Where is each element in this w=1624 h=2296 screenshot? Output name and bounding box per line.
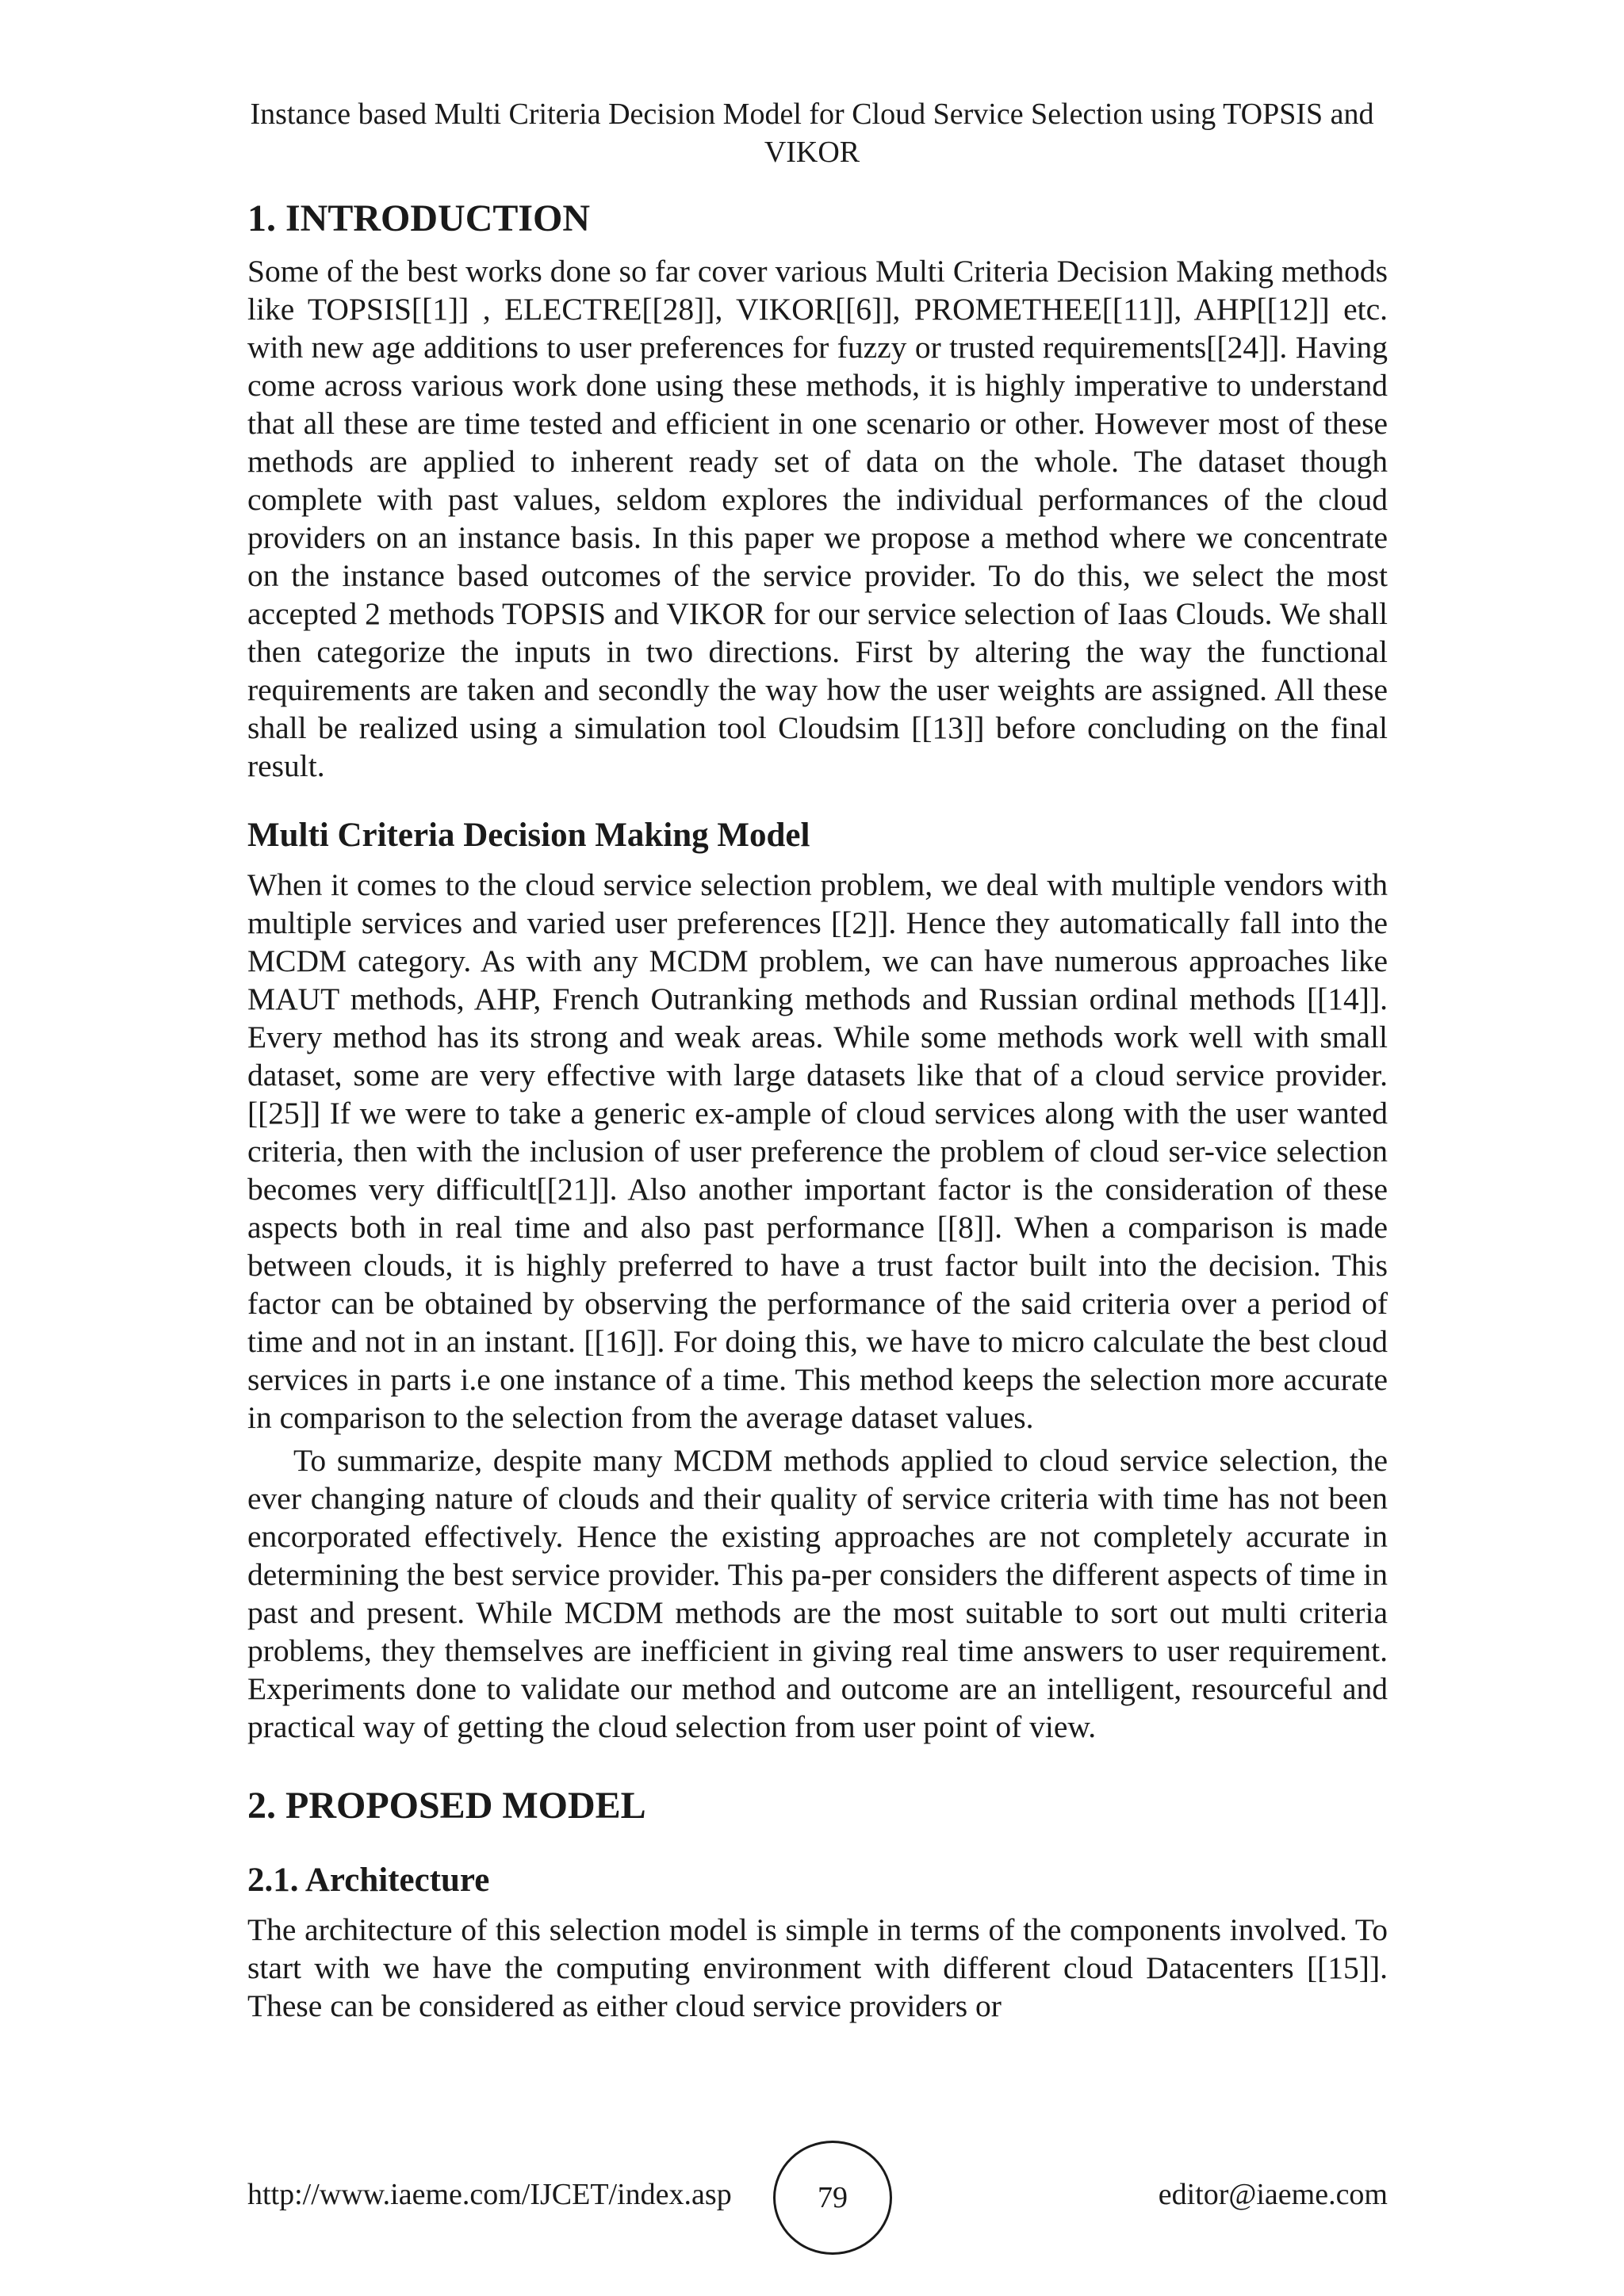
subsection-heading-mcdm: Multi Criteria Decision Making Model bbox=[247, 817, 810, 854]
page-footer bbox=[247, 2141, 1388, 2252]
footer-url-link[interactable]: http://www.iaeme.com/IJCET/index.asp bbox=[247, 2178, 732, 2211]
body-content bbox=[247, 195, 1388, 2025]
page-number-circle bbox=[773, 2141, 892, 2255]
footer-email-link[interactable]: editor@iaeme.com bbox=[1158, 2178, 1388, 2211]
section-heading-proposed-model: 2. PROPOSED MODEL bbox=[247, 1785, 646, 1827]
page-number: 79 bbox=[818, 2181, 848, 2214]
section-heading-introduction: 1. INTRODUCTION bbox=[247, 197, 591, 239]
paragraph-mcdm-1: When it comes to the cloud service selection problem, we deal with multiple vendors with multiple services and varied user preferences [[2]]. Hence they automatically fall into the MCDM category. As with any MCDM problem, we can have numerous approaches like MAUT methods, AHP, French Outranking methods and Russian ordinal methods [[14]]. Every method has its strong and weak areas. While some methods work well with small dataset, some are very effective with large datasets like that of a cloud service provider.[[25]] If we were to take a generic ex-ample of cloud services along with the user wanted criteria, then with the inclusion of user preference the problem of cloud ser-vice selection becomes very difficult[[21]]. Also another important factor is the consideration of these aspects both in real time and also past performance [[8]]. When a comparison is made between clouds, it is highly preferred to have a trust factor built into the decision. This factor can be obtained by observing the performance of the said criteria over a period of time and not in an instant. [[16]]. For doing this, we have to micro calculate the best cloud services in parts i.e one instance of a time. This method keeps the selection more accurate in comparison to the selection from the average dataset values. bbox=[247, 867, 1388, 1435]
paragraph-introduction: Some of the best works done so far cover various Multi Criteria Decision Making methods like TOPSIS[[1]] , ELECTRE[[28]], VIKOR[[6]], PROMETHEE[[11]], AHP[[12]] etc. with new age additions to user preferences for fuzzy or trusted requirements[[24]]. Having come across various work done using these methods, it is highly imperative to understand that all these are time tested and efficient in one scenario or other. However most of these methods are applied to inherent ready set of data on the whole. The dataset though complete with past values, seldom explores the individual performances of the cloud providers on an instance basis. In this paper we propose a method where we concentrate on the instance based outcomes of the service provider. To do this, we select the most accepted 2 methods TOPSIS and VIKOR for our service selection of Iaas Clouds. We shall then categorize the inputs in two directions. First by altering the way the functional requirements are taken and secondly the way how the user weights are assigned. All these shall be realized using a simulation tool Cloudsim [[13]] before concluding on the final result. bbox=[247, 254, 1388, 783]
subsection-heading-architecture: 2.1. Architecture bbox=[247, 1862, 490, 1899]
paragraph-mcdm-2: To summarize, despite many MCDM methods applied to cloud service selection, the ever changing nature of clouds and their quality of service criteria with time has not been encorporated effectively. Hence the existing approaches are not completely accurate in determining the best service provider. This pa-per considers the different aspects of time in past and present. While MCDM methods are the most suitable to sort out multi criteria problems, they themselves are inefficient in giving real time answers to user requirement. Experiments done to validate our method and outcome are an intelligent, resourceful and practical way of getting the cloud selection from user point of view. bbox=[247, 1443, 1388, 1744]
paragraph-architecture: The architecture of this selection model is simple in terms of the components involved. To start with we have the computing environment with different cloud Datacenters [[15]]. These can be considered as either cloud service providers or bbox=[247, 1912, 1388, 2023]
running-header: Instance based Multi Criteria Decision Model for Cloud Service Selection using TOPSIS and VIKOR bbox=[250, 98, 1374, 169]
